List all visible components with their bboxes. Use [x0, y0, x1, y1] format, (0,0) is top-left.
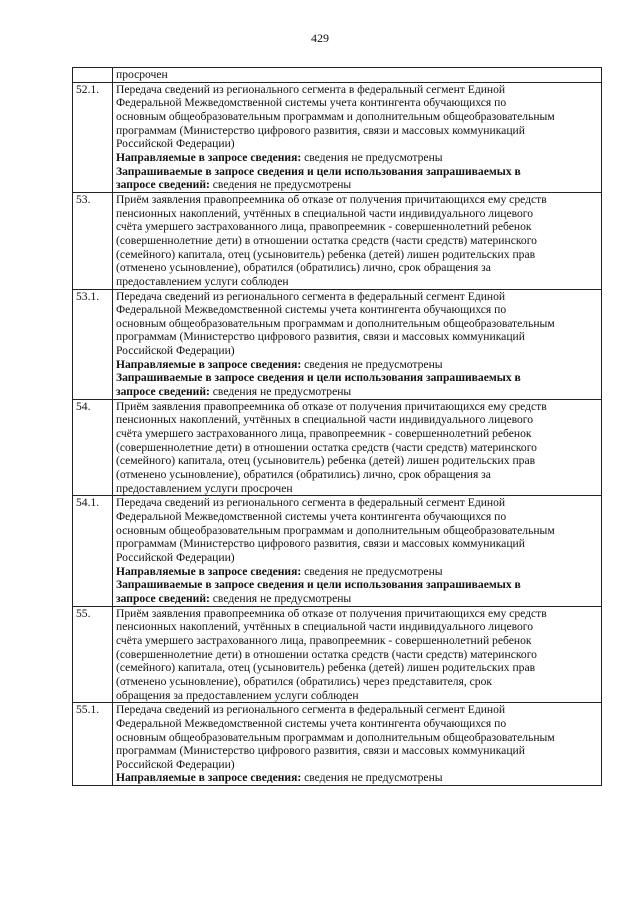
line-text: Передача сведений из регионального сегмента в федеральный сегмент Единой [116, 703, 506, 717]
text-line [116, 68, 598, 82]
row-number: 55. [73, 606, 113, 703]
text-line [116, 758, 598, 772]
line-text: основным общеобразовательным программам и дополнительным общеобразовательным [116, 109, 555, 123]
text-line [116, 524, 598, 538]
line-text: Российской Федерации) [116, 137, 235, 151]
text-line [116, 634, 598, 648]
text-line [116, 344, 598, 358]
field-label: Направляемые в запросе сведения: [116, 150, 302, 164]
text-line [116, 193, 598, 207]
text-line [116, 124, 598, 138]
text-line [116, 482, 598, 496]
line-text: программам (Министерство цифрового развития, связи и массовых коммуникаций [116, 330, 525, 344]
text-line [116, 385, 598, 399]
text-line [116, 551, 598, 565]
line-text: Передача сведений из регионального сегмента в федеральный сегмент Единой [116, 289, 506, 303]
line-text: программам (Министерство цифрового развития, связи и массовых коммуникаций [116, 537, 525, 551]
line-text: пенсионных накоплений, учтённых в специальной части индивидуального лицевого [116, 620, 534, 634]
text-line [116, 151, 598, 165]
line-text: сведения не предусмотрены [301, 357, 443, 371]
text-line [116, 261, 598, 275]
table-row [73, 496, 602, 606]
field-label: Направляемые в запросе сведения: [116, 357, 302, 371]
text-line [116, 303, 598, 317]
text-line [116, 689, 598, 703]
text-line [116, 565, 598, 579]
text-line [116, 96, 598, 110]
line-text: (совершеннолетние дети) в отношении остатка средств (части средств) материнского [116, 440, 537, 454]
text-line [116, 317, 598, 331]
row-number: 53.1. [73, 289, 113, 399]
line-text: (совершеннолетние дети) в отношении остатка средств (части средств) материнского [116, 233, 537, 247]
line-text: счёта умершего застрахованного лица, правопреемник - совершеннолетний ребенок [116, 220, 532, 234]
text-line [116, 234, 598, 248]
line-text: Федеральной Межведомственной системы учета контингента обучающихся по [116, 303, 507, 317]
text-line [116, 400, 598, 414]
field-label: Запрашиваемые в запросе сведения и цели использования запрашиваемых в [116, 371, 521, 385]
text-line [116, 83, 598, 97]
text-line [116, 427, 598, 441]
text-line [116, 110, 598, 124]
line-text: Российской Федерации) [116, 757, 235, 771]
text-line [116, 358, 598, 372]
row-description [113, 68, 602, 83]
table-row [73, 192, 602, 289]
line-text: обращения за предоставлением услуги соблюден [116, 688, 359, 702]
table-row [73, 82, 602, 192]
text-line [116, 220, 598, 234]
text-line [116, 371, 598, 385]
text-line [116, 207, 598, 221]
text-line [116, 592, 598, 606]
line-text: Приём заявления правопреемника об отказе от получения причитающихся ему средств [116, 399, 547, 413]
row-number: 54. [73, 399, 113, 496]
text-line [116, 771, 598, 785]
text-line [116, 648, 598, 662]
text-line [116, 703, 598, 717]
line-text: Федеральной Межведомственной системы учета контингента обучающихся по [116, 96, 507, 110]
line-text: основным общеобразовательным программам и дополнительным общеобразовательным [116, 730, 555, 744]
text-line [116, 137, 598, 151]
row-description [113, 496, 602, 606]
line-text: сведения не предусмотрены [301, 771, 443, 785]
text-line [116, 178, 598, 192]
line-text: предоставлением услуги соблюден [116, 274, 289, 288]
line-text: основным общеобразовательным программам и дополнительным общеобразовательным [116, 316, 555, 330]
table-row [73, 68, 602, 83]
line-text: сведения не предусмотрены [209, 385, 352, 399]
field-label: Направляемые в запросе сведения: [116, 564, 302, 578]
field-label: запросе сведений: [116, 385, 210, 399]
table-row [73, 399, 602, 496]
text-line [116, 275, 598, 289]
line-text: пенсионных накоплений, учтённых в специальной части индивидуального лицевого [116, 206, 534, 220]
page-number: 429 [311, 31, 329, 45]
text-line [116, 661, 598, 675]
text-line [116, 413, 598, 427]
text-line [116, 607, 598, 621]
field-label: запросе сведений: [116, 591, 210, 605]
line-text: счёта умершего застрахованного лица, правопреемник - совершеннолетний ребенок [116, 633, 532, 647]
text-line [116, 537, 598, 551]
row-description [113, 192, 602, 289]
table-row [73, 289, 602, 399]
text-line [116, 330, 598, 344]
line-text: сведения не предусмотрены [209, 178, 352, 192]
line-text: Приём заявления правопреемника об отказе от получения причитающихся ему средств [116, 192, 547, 206]
row-number: 54.1. [73, 496, 113, 606]
text-line [116, 248, 598, 262]
line-text: Передача сведений из регионального сегмента в федеральный сегмент Единой [116, 82, 506, 96]
line-text: пенсионных накоплений, учтённых в специальной части индивидуального лицевого [116, 413, 534, 427]
line-text: Российской Федерации) [116, 344, 235, 358]
line-text: предоставлением услуги просрочен [116, 481, 293, 495]
services-table [72, 67, 602, 786]
line-text: Федеральной Межведомственной системы учета контингента обучающихся по [116, 510, 507, 523]
row-description [113, 399, 602, 496]
text-line [116, 454, 598, 468]
line-text: счёта умершего застрахованного лица, правопреемник - совершеннолетний ребенок [116, 427, 532, 441]
line-text: Федеральной Межведомственной системы учета контингента обучающихся по [116, 716, 507, 730]
field-label: Запрашиваемые в запросе сведения и цели использования запрашиваемых в [116, 164, 521, 178]
line-text: сведения не предусмотрены [301, 564, 443, 578]
row-description [113, 82, 602, 192]
text-line [116, 290, 598, 304]
line-text: Передача сведений из регионального сегмента в федеральный сегмент Единой [116, 496, 506, 510]
text-line [116, 510, 598, 524]
line-text: программам (Министерство цифрового развития, связи и массовых коммуникаций [116, 744, 525, 758]
line-text: сведения не предусмотрены [301, 150, 443, 164]
line-text: (семейного) капитала, отец (усыновитель) ребенка (детей) лишен родительских прав [116, 661, 536, 675]
text-line [116, 675, 598, 689]
text-line [116, 731, 598, 745]
row-number: 55.1. [73, 703, 113, 786]
row-number [73, 68, 113, 83]
field-label: Направляемые в запросе сведения: [116, 771, 302, 785]
text-line [116, 441, 598, 455]
line-text: просрочен [116, 68, 168, 81]
row-description [113, 606, 602, 703]
text-line [116, 620, 598, 634]
line-text: Российской Федерации) [116, 550, 235, 564]
line-text: (отменено усыновление), обратился (обратились) через представителя, срок [116, 674, 493, 688]
field-label: Запрашиваемые в запросе сведения и цели использования запрашиваемых в [116, 578, 521, 592]
text-line [116, 578, 598, 592]
text-line [116, 496, 598, 510]
text-line [116, 717, 598, 731]
line-text: сведения не предусмотрены [209, 591, 352, 605]
field-label: запросе сведений: [116, 178, 210, 192]
row-number: 53. [73, 192, 113, 289]
line-text: (отменено усыновление), обратился (обратились) лично, срок обращения за [116, 468, 491, 482]
line-text: (отменено усыновление), обратился (обратились) лично, срок обращения за [116, 261, 491, 275]
line-text: основным общеобразовательным программам и дополнительным общеобразовательным [116, 523, 555, 537]
text-line [116, 744, 598, 758]
text-line [116, 165, 598, 179]
line-text: Приём заявления правопреемника об отказе от получения причитающихся ему средств [116, 606, 547, 620]
services-table-body [73, 68, 602, 786]
table-row [73, 703, 602, 786]
table-row [73, 606, 602, 703]
row-description [113, 289, 602, 399]
row-number: 52.1. [73, 82, 113, 192]
row-description [113, 703, 602, 786]
text-line [116, 468, 598, 482]
line-text: программам (Министерство цифрового развития, связи и массовых коммуникаций [116, 123, 525, 137]
line-text: (совершеннолетние дети) в отношении остатка средств (части средств) материнского [116, 647, 537, 661]
line-text: (семейного) капитала, отец (усыновитель) ребенка (детей) лишен родительских прав [116, 247, 536, 261]
line-text: (семейного) капитала, отец (усыновитель) ребенка (детей) лишен родительских прав [116, 454, 536, 468]
